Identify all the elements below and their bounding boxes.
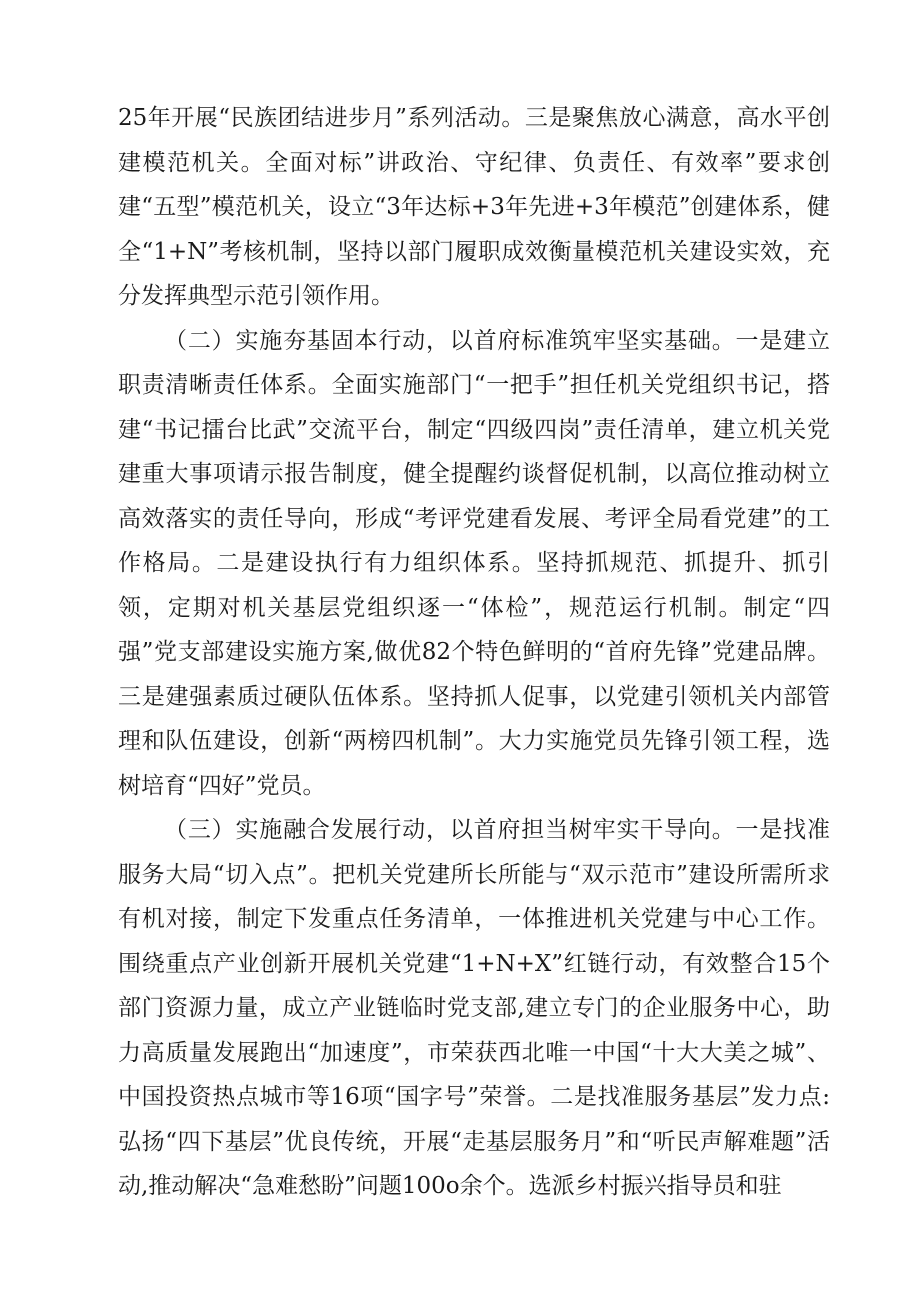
paragraph-section-two: （二）实施夯基固本行动，以首府标准筑牢坚实基础。一是建立职责清晰责任体系。全面实施部门“一把手”担任机关党组织书记，搭建“书记擂台比武”交流平台，制定“四级四岗”责任清单，建立机关党建重大事项请示报告制度，健全提醒约谈督促机制，以高位推动树立高效落实的责任导向，形成“考评党建看发展、考评全局看党建”的工作格局。二是建设执行有力组织体系。坚持抓规范、抓提升、抓引领，定期对机关基层党组织逐一“体检”，规范运行机制。制定“四强”党支部建设实施方案,做优82个特色鲜明的“首府先锋”党建品牌。三是建强素质过硬队伍体系。坚持抓人促事，以党建引领机关内部管理和队伍建设，创新“两榜四机制”。大力实施党员先锋引领工程，选树培育“四好”党员。 [118,327,830,799]
paragraph-continuation: 25年开展“民族团结进步月”系列活动。三是聚焦放心满意，高水平创建模范机关。全面对标”讲政治、守纪律、负责任、有效率”要求创建“五型”模范机关，设立“3年达标+3年先进+3年模范”创建体系，健全“1+N”考核机制，坚持以部门履职成效衡量模范机关建设实效，充分发挥典型示范引领作用。 [118,105,830,309]
paragraph-section-three: （三）实施融合发展行动，以首府担当树牢实干导向。一是找准服务大局“切入点”。把机关党建所长所能与“双示范市”建设所需所求有机对接，制定下发重点任务清单，一体推进机关党建与中心工作。围绕重点产业创新开展机关党建“1+N+X”红链行动，有效整合15个部门资源力量，成立产业链临时党支部,建立专门的企业服务中心，助力高质量发展跑出“加速度”，市荣获西北唯一中国“十大大美之城”、中国投资热点城市等16项“国字号”荣誉。二是找准服务基层”发力点:弘扬“四下基层”优良传统，开展“走基层服务月”和“听民声解难题”活动,推动解决“急难愁盼”问题100o余个。选派乡村振兴指导员和驻 [118,817,830,1199]
document-body [118,96,830,1209]
